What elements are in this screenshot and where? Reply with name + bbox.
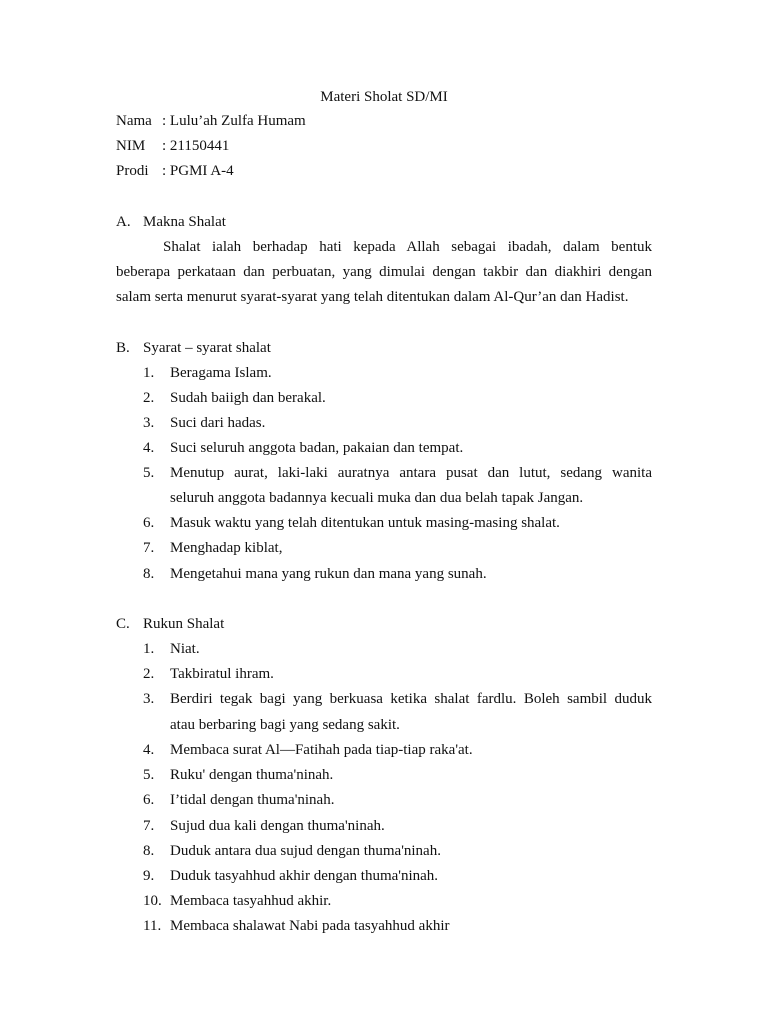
list-item: Membaca surat Al—Fatihah pada tiap-tiap raka'at. [170,742,473,758]
list-item-number: 11. [143,918,162,934]
list-item: Masuk waktu yang telah ditentukan untuk masing-masing shalat. [170,515,560,531]
list-item: Duduk antara dua sujud dengan thuma'ninah. [170,843,441,859]
list-item-number: 1. [143,641,155,657]
list-item-number: 5. [143,465,155,481]
list-item: Sujud dua kali dengan thuma'ninah. [170,818,385,834]
nim-label: NIM [116,138,146,154]
list-item: Suci seluruh anggota badan, pakaian dan tempat. [170,440,464,456]
list-item-number: 10. [143,893,162,909]
section-c-marker: C. [116,616,130,632]
nama-value: : Lulu’ah Zulfa Humam [162,113,306,129]
list-item-number: 6. [143,792,155,808]
list-item-number: 3. [143,691,155,707]
section-a-marker: A. [116,214,131,230]
prodi-value: : PGMI A-4 [162,163,234,179]
prodi-label: Prodi [116,163,149,179]
paragraph-line: Shalat ialah berhadap hati kepada Allah sebagai ibadah, dalam bentuk [163,239,652,255]
list-item: Menutup aurat, laki-laki auratnya antara pusat dan lutut, sedang wanita [170,465,652,481]
section-b-marker: B. [116,340,130,356]
list-item-number: 9. [143,868,155,884]
list-item-number: 4. [143,440,155,456]
section-a-heading: Makna Shalat [143,214,226,230]
list-item-number: 7. [143,540,155,556]
document-title: Materi Sholat SD/MI [320,89,448,105]
paragraph-line: beberapa perkataan dan perbuatan, yang dimulai dengan takbir dan diakhiri dengan [116,264,652,280]
list-item: Membaca tasyahhud akhir. [170,893,332,909]
list-item: Suci dari hadas. [170,415,266,431]
list-item-number: 2. [143,390,155,406]
list-item-number: 3. [143,415,155,431]
list-item: Takbiratul ihram. [170,666,274,682]
list-item: Ruku' dengan thuma'ninah. [170,767,334,783]
list-item-number: 4. [143,742,155,758]
list-item-number: 1. [143,365,155,381]
list-item-number: 8. [143,566,155,582]
list-item: Niat. [170,641,200,657]
section-b-heading: Syarat – syarat shalat [143,340,271,356]
list-item: Membaca shalawat Nabi pada tasyahhud akhir [170,918,450,934]
section-c-heading: Rukun Shalat [143,616,225,632]
list-item-number: 2. [143,666,155,682]
list-item-number: 8. [143,843,155,859]
nama-label: Nama [116,113,152,129]
list-item-continuation: seluruh anggota badannya kecuali muka dan dua belah tapak Jangan. [170,490,584,506]
list-item-continuation: atau berbaring bagi yang sedang sakit. [170,717,400,733]
nim-value: : 21150441 [162,138,230,154]
list-item: Beragama Islam. [170,365,272,381]
list-item: Mengetahui mana yang rukun dan mana yang sunah. [170,566,487,582]
list-item-number: 7. [143,818,155,834]
list-item-number: 6. [143,515,155,531]
list-item: I’tidal dengan thuma'ninah. [170,792,335,808]
paragraph-line: salam serta menurut syarat-syarat yang telah ditentukan dalam Al-Qur’an dan Hadist. [116,289,629,305]
list-item: Berdiri tegak bagi yang berkuasa ketika shalat fardlu. Boleh sambil duduk [170,691,652,707]
list-item-number: 5. [143,767,155,783]
list-item: Sudah baiigh dan berakal. [170,390,326,406]
list-item: Menghadap kiblat, [170,540,283,556]
list-item: Duduk tasyahhud akhir dengan thuma'ninah. [170,868,439,884]
